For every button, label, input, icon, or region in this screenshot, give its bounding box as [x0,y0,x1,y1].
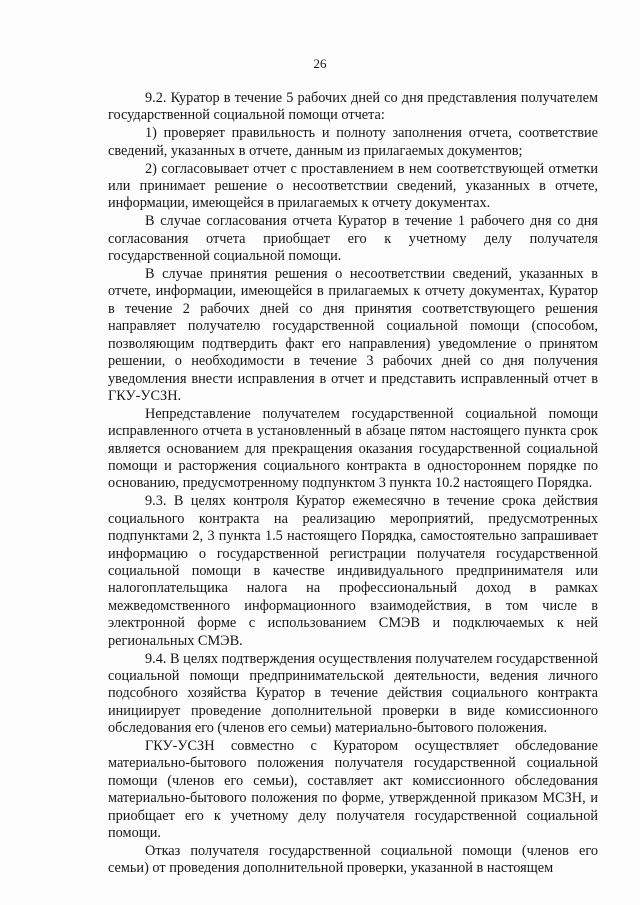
paragraph-9-2-item-1: 1) проверяет правильность и полноту заполнения отчета, соответствие сведений, указанных в отчете, данным из прилагаемых документов; [108,125,598,159]
paragraph-9-2-item-2: 2) согласовывает отчет с проставлением в нем соответствующей отметки или принимает решение о несоответствии сведений, указанных в отчете, информации, имеющейся в прилагаемых к отчету документах. [108,160,598,212]
paragraph-agreement-case: В случае согласования отчета Куратор в течение 1 рабочего дня со дня согласования отчета приобщает его к учетному делу получателя государственной социальной помощи. [108,213,598,265]
paragraph-9-4: 9.4. В целях подтверждения осуществления получателем государственной социальной помощи предпринимательской деятельности, ведения личного подсобного хозяйства Куратор в течение действия социального контракта инициирует проведение дополнительной проверки в виде комиссионного обследования его (членов его семьи) материально-бытового положения. [108,650,598,737]
paragraph-9-3: 9.3. В целях контроля Куратор ежемесячно в течение срока действия социального контракта на реализацию мероприятий, предусмотренных подпунктами 2, 3 пункта 1.5 настоящего Порядка, самостоятельно запрашивает информацию о государственной регистрации получателя государственной социальной помощи в качестве индивидуального предпринимателя или налогоплательщика налога на профессиональный доход в рамках межведомственного информационного взаимодействия, в том числе в электронной форме с использованием СМЭВ и подключаемых к ней региональных СМЭВ. [108,493,598,649]
paragraph-non-submission: Непредставление получателем государственной социальной помощи исправленного отчета в установленный в абзаце пятом настоящего пункта срок является основанием для прекращения оказания государственной социальной помощи и расторжения социального контракта в одностороннем порядке по основанию, предусмотренному подпунктом 3 пункта 10.2 настоящего Порядка. [108,405,598,492]
paragraph-mismatch-case: В случае принятия решения о несоответствии сведений, указанных в отчете, информации, имеющейся в прилагаемых к отчету документах, Куратор в течение 2 рабочих дней со дня принятия соответствующего решения направляет получателю государственной социальной помощи (способом, позволяющим подтвердить факт его направления) уведомление о принятом решении, о необходимости в течение 3 рабочих дней со дня получения уведомления внести исправления в отчет и представить исправленный отчет в ГКУ-УСЗН. [108,266,598,404]
paragraph-gku-uszn: ГКУ-УСЗН совместно с Куратором осуществляет обследование материально-бытового положения получателя государственной социальной помощи (членов его семьи), составляет акт комиссионного обследования материально-бытового положения по форме, утвержденной приказом МСЗН, и приобщает его к учетному делу получателя государственной социальной помощи. [108,738,598,842]
paragraph-9-2-intro: 9.2. Куратор в течение 5 рабочих дней со дня представления получателем государственной социальной помощи отчета: [108,90,598,124]
document-body [108,90,598,878]
page-number: 26 [313,56,327,71]
paragraph-refusal: Отказ получателя государственной социальной помощи (членов его семьи) от проведения дополнительной проверки, указанной в настоящем [108,842,598,877]
